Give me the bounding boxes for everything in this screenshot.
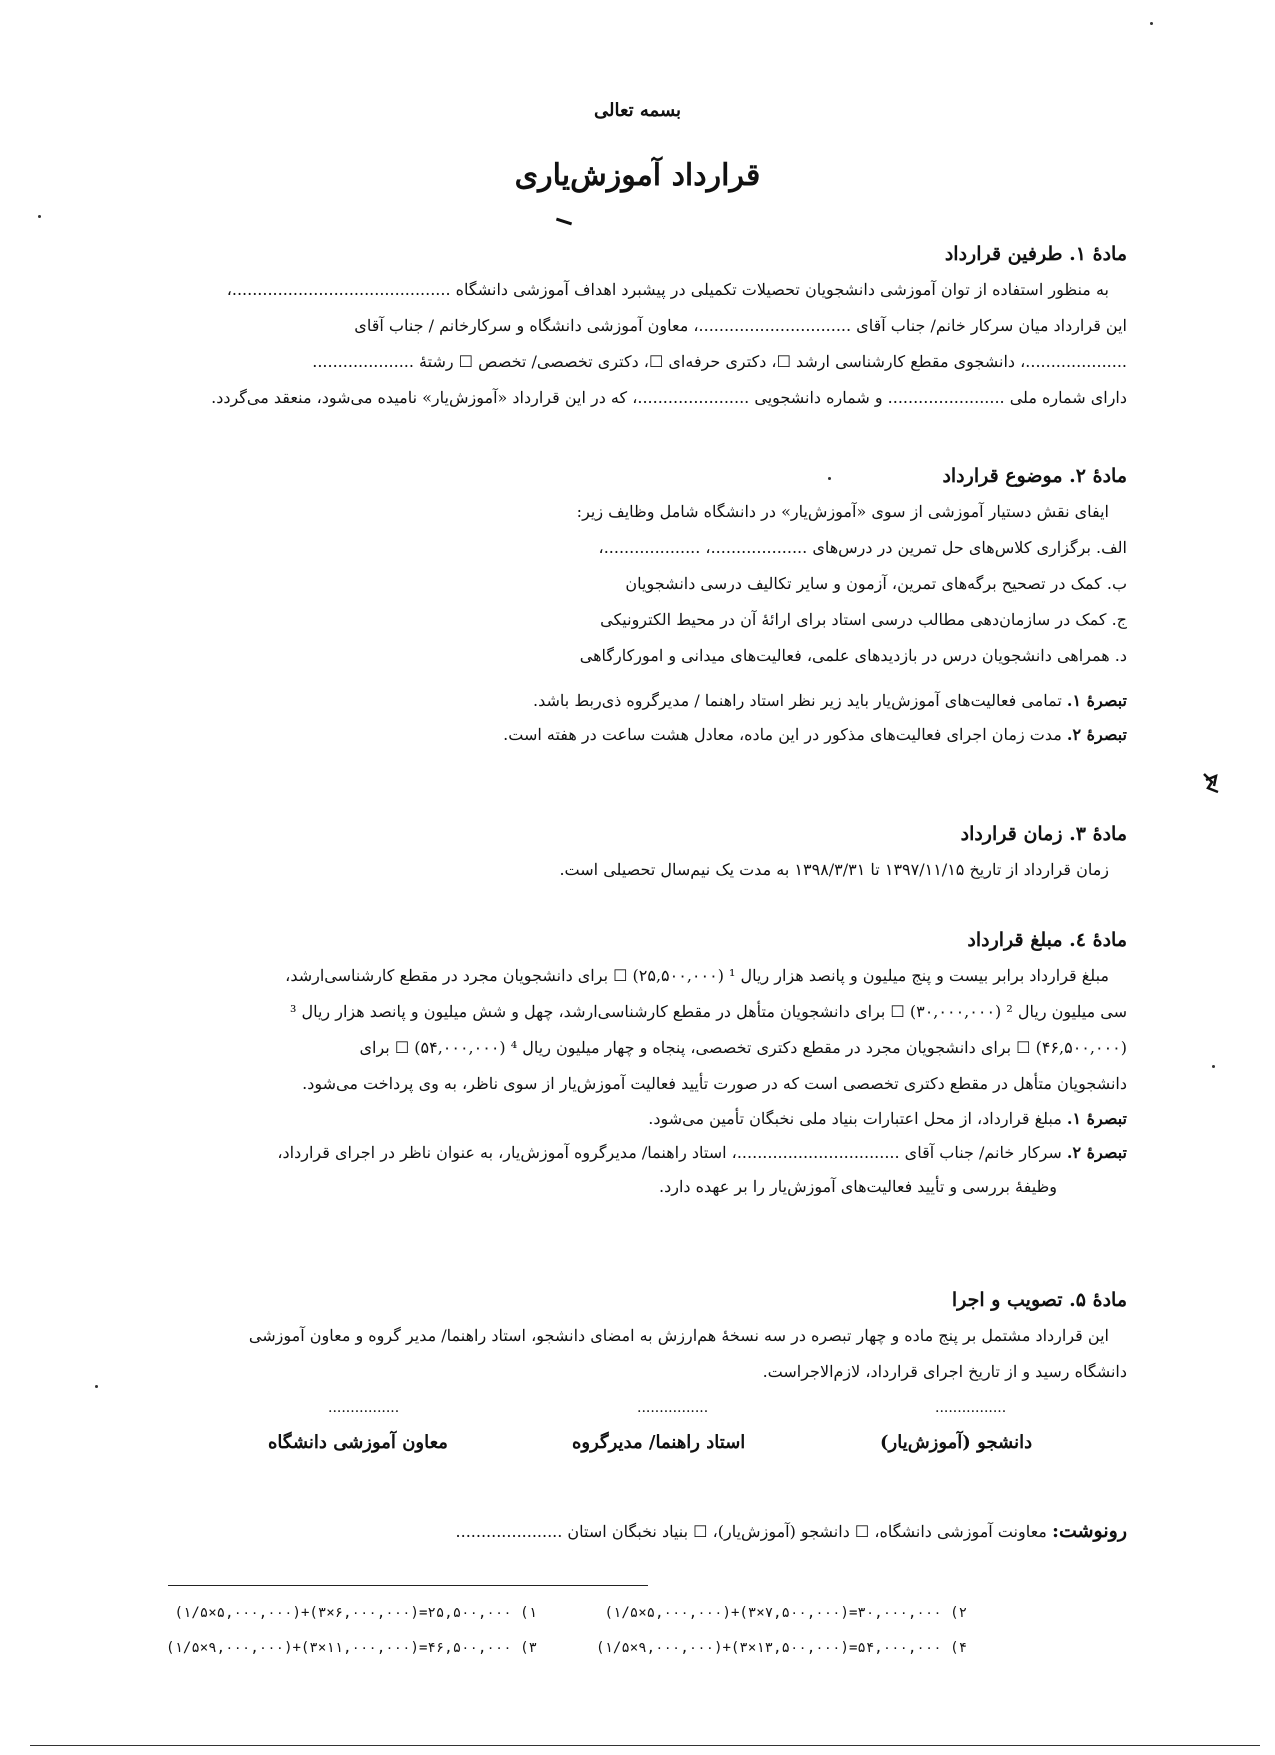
signature-label-advisor: استاد راهنما/ مدیرگروه [572,1432,746,1453]
article-1-line: دارای شماره ملی ....................... و شماره دانشجویی ......................، که در این قرارداد «آموزش‌یار» نامیده می‌شود، منعقد می‌گردد. [211,388,1127,407]
article-3-heading: مادهٔ ۳. زمان قرارداد [960,823,1127,845]
article-4-line: دانشجویان متأهل در مقطع دکتری تخصصی است که در صورت تأیید فعالیت آموزش‌یار از سوی ناظر، به وی پرداخت می‌شود. [302,1074,1127,1093]
article-1-line: ....................، دانشجوی مقطع کارشناسی ارشد ☐، دکتری حرفه‌ای ☐، دکتری تخصصی/ تخصص ☐ رشتهٔ .................... [312,352,1127,371]
signature-label-deputy: معاون آموزشی دانشگاه [268,1432,448,1453]
note-text: مبلغ قرارداد، از محل اعتبارات بنیاد ملی نخبگان تأمین می‌شود. [648,1109,1062,1128]
cc-text: معاونت آموزشی دانشگاه، ☐ دانشجو (آموزش‌یار)، ☐ بنیاد نخبگان استان ..................... [455,1522,1047,1541]
article-5 [137,1286,1127,1390]
article-4-note-1 [137,1102,1127,1136]
footnote-2: ۲) ۳۰,۰۰۰,۰۰۰=(۷,۵۰۰,۰۰۰×۳)+(۵,۰۰۰,۰۰۰×۱/۵) [604,1605,967,1621]
footnote-3: ۳) ۴۶,۵۰۰,۰۰۰=(۱۱,۰۰۰,۰۰۰×۳)+(۹,۰۰۰,۰۰۰×۱/۵) [166,1640,537,1656]
note-label: تبصرهٔ ۱. [1066,691,1127,710]
ink-mark [556,218,572,226]
article-2-line: د. همراهی دانشجویان درس در بازدیدهای علمی، فعالیت‌های میدانی و امورکارگاهی [579,646,1127,665]
article-3 [137,820,1127,888]
scan-speck [95,1385,98,1388]
article-1-line: این قرارداد میان سرکار خانم/ جناب آقای ..............................، معاون آموزشی دانشگاه و سرکارخانم / جناب آقای [354,316,1127,335]
article-5-heading: مادهٔ ۵. تصویب و اجرا [951,1289,1127,1311]
article-2-note-1 [137,684,1127,718]
article-3-line: زمان قرارداد از تاریخ ۱۳۹۷/۱۱/۱۵ تا ۱۳۹۸/۳/۳۱ به مدت یک نیم‌سال تحصیلی است. [559,860,1109,879]
article-2-line: الف. برگزاری کلاس‌های حل تمرین در درس‌های ...................، ...................، [598,538,1127,557]
article-4-line: (۴۶,۵۰۰,۰۰۰) ☐ برای دانشجویان مجرد در مقطع دکتری تخصصی، پنجاه و چهار میلیون ریال ⁴ (۵۴,۰۰۰,۰۰۰) ☐ برای [359,1038,1127,1057]
article-4-heading: مادهٔ ٤. مبلغ قرارداد [967,929,1127,951]
scan-edge-line [30,1745,1260,1746]
note-label: تبصرهٔ ۲. [1066,725,1127,744]
article-2-line: ایفای نقش دستیار آموزشی از سوی «آموزش‌یار» در دانشگاه شامل وظایف زیر: [576,502,1109,521]
scan-speck [828,477,831,480]
bismillah-heading: بسمه تعالی [593,100,682,121]
article-5-line: دانشگاه رسید و از تاریخ اجرای قرارداد، لازم‌الاجراست. [762,1362,1127,1381]
article-5-line: این قرارداد مشتمل بر پنج ماده و چهار تبصره در سه نسخهٔ هم‌ارزش به امضای دانشجو، استاد راهنما/ مدیر گروه و معاون آموزشی [248,1326,1109,1345]
signature-line-student: ................ [935,1400,1007,1416]
footnote-4: ۴) ۵۴,۰۰۰,۰۰۰=(۱۳,۵۰۰,۰۰۰×۳)+(۹,۰۰۰,۰۰۰×۱/۵) [596,1640,967,1656]
article-1 [137,240,1127,416]
scan-speck [38,215,41,218]
article-4 [137,926,1127,1204]
scan-speck [1150,22,1153,25]
article-4-line: سی میلیون ریال ² (۳۰,۰۰۰,۰۰۰) ☐ برای دانشجویان متأهل در مقطع کارشناسی‌ارشد، چهل و شش میلیون و پانصد هزار ریال ³ [289,1002,1127,1021]
signature-line-deputy: ................ [328,1400,400,1416]
article-2-line: ب. کمک در تصحیح برگه‌های تمرین، آزمون و سایر تکالیف درسی دانشجویان [625,574,1127,593]
note-text: مدت زمان اجرای فعالیت‌های مذکور در این ماده، معادل هشت ساعت در هفته است. [503,725,1062,744]
cc-line [456,1520,1127,1542]
note-label: تبصرهٔ ۱. [1066,1109,1127,1128]
footnote-1: ۱) ۲۵,۵۰۰,۰۰۰=(۶,۰۰۰,۰۰۰×۳)+(۵,۰۰۰,۰۰۰×۱/۵) [174,1605,537,1621]
article-2 [137,462,1127,752]
footnote-divider [168,1585,648,1586]
signature-line-advisor: ................ [637,1400,709,1416]
article-2-heading: مادهٔ ۲. موضوع قرارداد [942,465,1127,487]
page-title: قرارداد آموزش‌یاری [514,158,761,193]
ink-scribble-icon [1200,770,1224,794]
article-2-line: ج. کمک در سازمان‌دهی مطالب درسی استاد برای ارائهٔ آن در محیط الکترونیکی [600,610,1127,629]
cc-label: رونوشت: [1051,1520,1127,1542]
note-label: تبصرهٔ ۲. [1066,1143,1127,1162]
note-text: سرکار خانم/ جناب آقای ................................، استاد راهنما/ مدیرگروه آموزش‌یار، به عنوان ناظر در اجرای قرارداد، [277,1143,1062,1162]
article-4-note-2 [137,1136,1127,1170]
scan-speck [1212,1065,1215,1068]
article-4-note-2-cont: وظیفهٔ بررسی و تأیید فعالیت‌های آموزش‌یار را بر عهده دارد. [659,1177,1057,1196]
signature-label-student: دانشجو (آموزش‌یار) [880,1432,1033,1453]
article-1-line: به منظور استفاده از توان آموزشی دانشجویان تحصیلات تکمیلی در پیشبرد اهداف آموزشی دانشگاه ...........................................، [226,280,1109,299]
note-text: تمامی فعالیت‌های آموزش‌یار باید زیر نظر استاد راهنما / مدیرگروه ذی‌ربط باشد. [533,691,1062,710]
article-2-note-2 [137,718,1127,752]
article-1-heading: مادهٔ ۱. طرفین قرارداد [944,243,1127,265]
article-4-line: مبلغ قرارداد برابر بیست و پنج میلیون و پانصد هزار ریال ¹ (۲۵,۵۰۰,۰۰۰) ☐ برای دانشجویان مجرد در مقطع کارشناسی‌ارشد، [285,966,1109,985]
